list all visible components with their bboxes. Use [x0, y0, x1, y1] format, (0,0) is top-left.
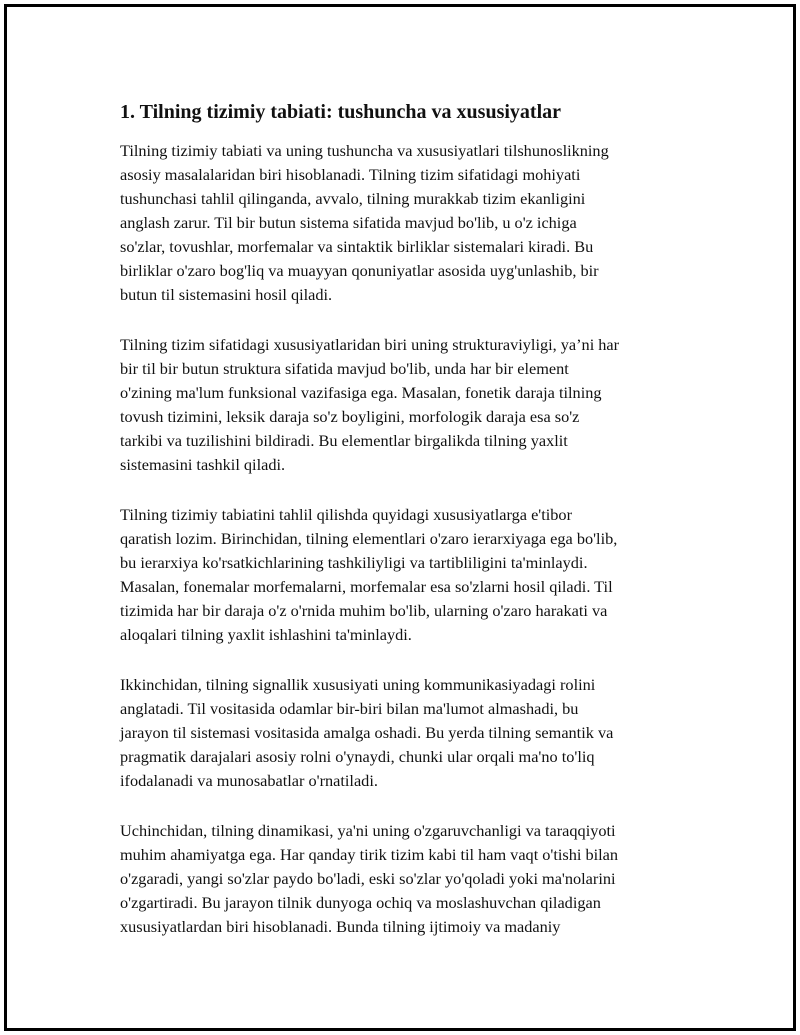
paragraph-line: Tilning tizim sifatidagi xususiyatlaridan biri uning strukturaviyligi, ya’ni har — [120, 335, 620, 354]
paragraph-line: sistemasini tashkil qiladi. — [120, 455, 286, 474]
paragraph-line: ifodalanadi va munosabatlar o'rnatiladi. — [120, 771, 378, 790]
paragraph-line: Masalan, fonemalar morfemalarni, morfemalar esa so'zlarni hosil qiladi. Til — [120, 577, 613, 596]
paragraph — [120, 503, 695, 647]
paragraph-line: so'zlar, tovushlar, morfemalar va sintaktik birliklar sistemalari kiradi. Bu — [120, 237, 594, 256]
page-frame — [4, 4, 796, 1031]
paragraphs-container — [120, 139, 695, 939]
paragraph-line: xususiyatlardan biri hisoblanadi. Bunda tilning ijtimoiy va madaniy — [120, 917, 561, 936]
paragraph-line: birliklar o'zaro bog'liq va muayyan qonuniyatlar asosida uyg'unlashib, bir — [120, 261, 599, 280]
document-content — [120, 99, 695, 965]
paragraph-line: muhim ahamiyatga ega. Har qanday tirik tizim kabi til ham vaqt o'tishi bilan — [120, 845, 619, 864]
paragraph-line: Ikkinchidan, tilning signallik xususiyati uning kommunikasiyadagi rolini — [120, 675, 596, 694]
paragraph-line: aloqalari tilning yaxlit ishlashini ta'minlaydi. — [120, 625, 412, 644]
section-heading: 1. Tilning tizimiy tabiati: tushuncha va xususiyatlar — [120, 101, 562, 123]
paragraph-line: tovush tizimini, leksik daraja so'z boyligini, morfologik daraja esa so'z — [120, 407, 580, 426]
paragraph-line: Tilning tizimiy tabiati va uning tushuncha va xususiyatlari tilshunoslikning — [120, 141, 609, 160]
paragraph-line: Tilning tizimiy tabiatini tahlil qilishda quyidagi xususiyatlarga e'tibor — [120, 505, 572, 524]
paragraph-line: Uchinchidan, tilning dinamikasi, ya'ni uning o'zgaruvchanligi va taraqqiyoti — [120, 821, 616, 840]
paragraph — [120, 819, 695, 939]
paragraph-line: qaratish lozim. Birinchidan, tilning elementlari o'zaro ierarxiyaga ega bo'lib, — [120, 529, 618, 548]
paragraph-line: tarkibi va tuzilishini bildiradi. Bu elementlar birgalikda tilning yaxlit — [120, 431, 568, 450]
paragraph — [120, 333, 695, 477]
paragraph-line: asosiy masalalaridan biri hisoblanadi. Tilning tizim sifatidagi mohiyati — [120, 165, 581, 184]
paragraph-line: tushunchasi tahlil qilinganda, avvalo, tilning murakkab tizim ekanligini — [120, 189, 586, 208]
paragraph-line: anglatadi. Til vositasida odamlar bir-biri bilan ma'lumot almashadi, bu — [120, 699, 579, 718]
paragraph-line: o'zgaradi, yangi so'zlar paydo bo'ladi, eski so'zlar yo'qoladi yoki ma'nolarini — [120, 869, 616, 888]
paragraph-line: tizimida har bir daraja o'z o'rnida muhim bo'lib, ularning o'zaro harakati va — [120, 601, 608, 620]
paragraph-line: anglash zarur. Til bir butun sistema sifatida mavjud bo'lib, u o'z ichiga — [120, 213, 577, 232]
paragraph-line: bir til bir butun struktura sifatida mavjud bo'lib, unda har bir element — [120, 359, 569, 378]
paragraph-line: butun til sistemasini hosil qiladi. — [120, 285, 333, 304]
paragraph-line: pragmatik darajalari asosiy rolni o'ynaydi, chunki ular orqali ma'no to'liq — [120, 747, 595, 766]
paragraph-line: jarayon til sistemasi vositasida amalga oshadi. Bu yerda tilning semantik va — [120, 723, 614, 742]
paragraph-line: bu ierarxiya ko'rsatkichlarining tashkiliyligi va tartibliligini ta'minlaydi. — [120, 553, 588, 572]
paragraph — [120, 673, 695, 793]
paragraph-line: o'zgartiradi. Bu jarayon tilnik dunyoga ochiq va moslashuvchan qiladigan — [120, 893, 601, 912]
paragraph — [120, 139, 695, 307]
paragraph-line: o'zining ma'lum funksional vazifasiga ega. Masalan, fonetik daraja tilning — [120, 383, 602, 402]
